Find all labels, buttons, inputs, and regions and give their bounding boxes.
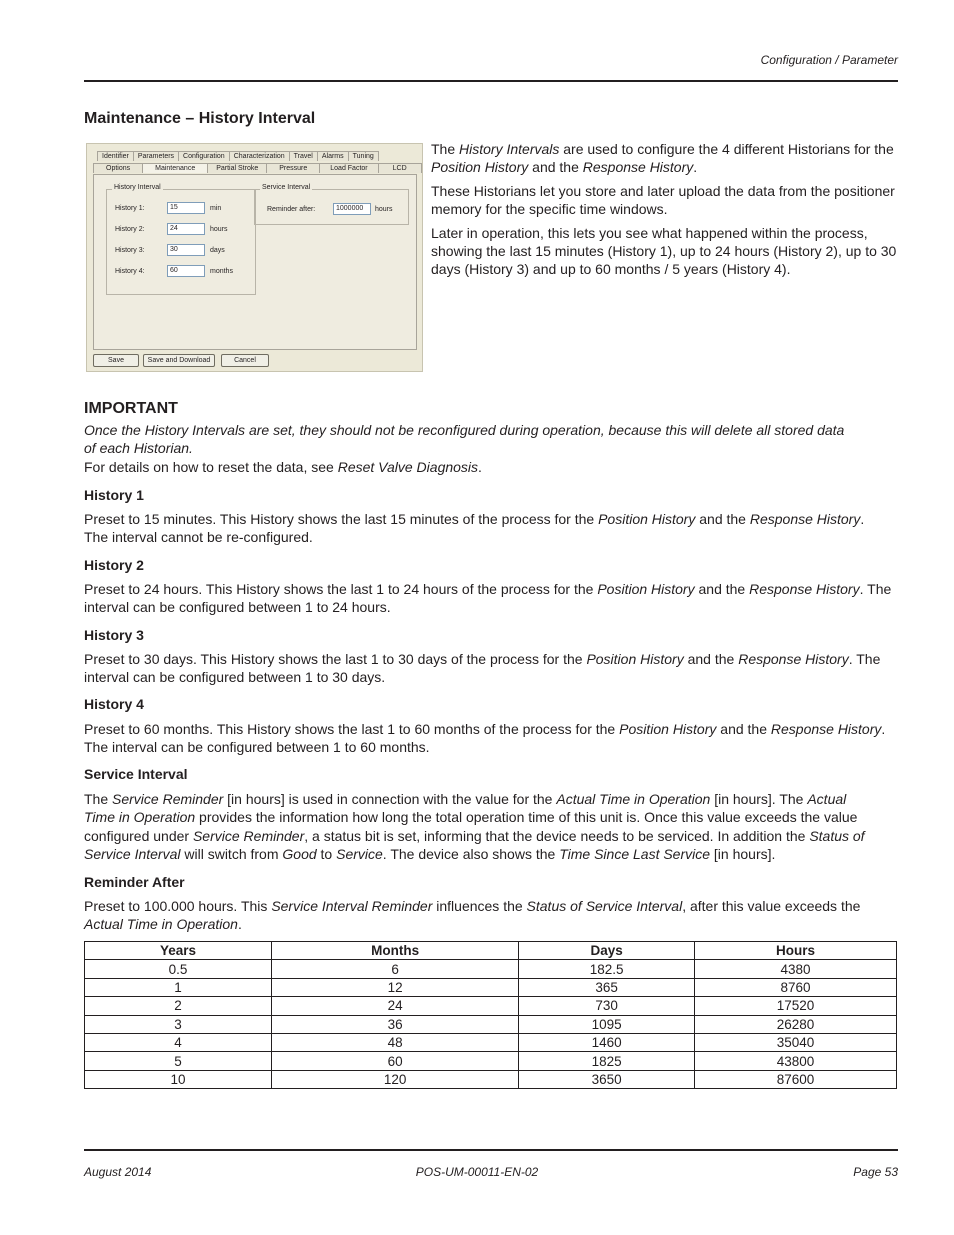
intro-paragraph-1: The History Intervals are used to configure the 4 different Historians for the Position History and the Response History. — [431, 141, 894, 176]
service-interval-text: The Service Reminder [in hours] is used in connection with the value for the Actual Time in Operation [in hours]. The Actual Time in Operation provides the information how long the total operation time of this unit is. Once this value exceeds the value configured under Service Reminder, a status bit is set, informing that the device needs to be serviced. In addition the Status of Service Interval will switch from Good to Service. The device also shows the Time Since Last Service [in hours]. — [84, 791, 865, 863]
section-title: Maintenance – History Interval — [84, 110, 316, 127]
tab-alarms[interactable]: Alarms — [317, 151, 349, 161]
history-1-label: History 1: — [115, 204, 145, 212]
history-2-row — [115, 223, 228, 235]
history-group-title: History Interval — [114, 184, 161, 191]
header-hours: Hours — [694, 942, 896, 960]
header-days: Days — [519, 942, 695, 960]
service-interval-heading: Service Interval — [84, 766, 188, 782]
reminder-unit: hours — [375, 205, 393, 213]
footer-date: August 2014 — [84, 1165, 152, 1179]
reminder-input[interactable]: 1000000 — [333, 203, 371, 215]
history-4-unit: months — [210, 267, 233, 275]
history-1-heading: History 1 — [84, 487, 144, 503]
history-2-label: History 2: — [115, 225, 145, 233]
history-1-text: Preset to 15 minutes. This History shows the last 15 minutes of the process for the Position History and the Response History. The interval cannot be re-configured. — [84, 511, 865, 546]
intro-text — [431, 140, 901, 284]
table-row: 4 48 1460 35040 — [85, 1033, 897, 1051]
intro-paragraph-2: These Historians let you store and later upload the data from the positioner memory for the specific time windows. — [431, 182, 895, 218]
service-group-title: Service Interval — [262, 184, 311, 191]
tab-pressure[interactable]: Pressure — [266, 163, 320, 173]
history-3-text: Preset to 30 days. This History shows the last 1 to 30 days of the process for the Position History and the Response History. The interval can be configured between 1 to 30 days. — [84, 651, 881, 686]
history-3-row — [115, 244, 225, 256]
tab-lcd[interactable]: LCD — [378, 163, 422, 173]
reminder-after-text: Preset to 100.000 hours. This Service Interval Reminder influences the Status of Service Interval, after this value exceeds the Actual Time in Operation. — [84, 898, 861, 933]
tab-travel[interactable]: Travel — [289, 151, 318, 161]
history-interval-group — [106, 184, 256, 295]
tab-row-2 — [93, 163, 421, 173]
important-title: IMPORTANT — [84, 400, 178, 417]
important-line-2: of each Historian. — [84, 440, 193, 457]
tab-tuning[interactable]: Tuning — [348, 151, 379, 161]
footer-document-number: POS-UM-00011-EN-02 — [415, 1165, 539, 1179]
tab-partial-stroke[interactable]: Partial Stroke — [207, 163, 267, 173]
tab-identifier[interactable]: Identifier — [97, 151, 134, 161]
table-row: 2 24 730 17520 — [85, 997, 897, 1015]
history-3-unit: days — [210, 246, 225, 254]
history-3-input[interactable]: 30 — [167, 244, 205, 256]
history-4-input[interactable]: 60 — [167, 265, 205, 277]
table-row: 1 12 365 8760 — [85, 978, 897, 996]
header-months: Months — [272, 942, 519, 960]
tab-panel — [93, 174, 417, 350]
header-years: Years — [85, 942, 272, 960]
reminder-row — [267, 203, 393, 215]
footer-rule — [84, 1149, 898, 1151]
history-3-heading: History 3 — [84, 627, 144, 643]
tab-load-factor[interactable]: Load Factor — [319, 163, 378, 173]
intro-paragraph-3: Later in operation, this lets you see what happened within the process, showing the last 15 minutes (History 1), up to 24 hours (History 2), up to 30 days (History 3) and up to 60 months / 5 years (History 4). — [431, 224, 897, 278]
service-interval-group — [254, 184, 409, 225]
tab-characterization[interactable]: Characterization — [229, 151, 290, 161]
important-line-1: Once the History Intervals are set, they should not be reconfigured during operation, because this will delete all stored data — [84, 422, 845, 438]
history-4-row — [115, 265, 233, 277]
history-4-heading: History 4 — [84, 696, 144, 712]
table-header-row — [85, 942, 897, 960]
reminder-label: Reminder after: — [267, 205, 316, 213]
reminder-after-heading: Reminder After — [84, 874, 185, 890]
history-3-label: History 3: — [115, 246, 145, 254]
tab-options[interactable]: Options — [93, 163, 143, 173]
save-button[interactable]: Save — [93, 354, 139, 367]
important-note — [84, 421, 900, 476]
history-1-row — [115, 202, 221, 214]
history-4-text: Preset to 60 months. This History shows the last 1 to 60 months of the process for the Position History and the Response History. The interval can be configured between 1 to 60 months. — [84, 721, 886, 756]
tab-maintenance[interactable]: Maintenance — [142, 163, 208, 173]
footer-page-number: Page 53 — [853, 1165, 898, 1179]
history-2-input[interactable]: 24 — [167, 223, 205, 235]
header-rule — [84, 80, 898, 82]
history-1-input[interactable]: 15 — [167, 202, 205, 214]
table-row: 5 60 1825 43800 — [85, 1052, 897, 1070]
important-details: For details on how to reset the data, see Reset Valve Diagnosis. — [84, 458, 482, 475]
history-4-label: History 4: — [115, 267, 145, 275]
table-row: 0.5 6 182.5 4380 — [85, 960, 897, 978]
history-2-unit: hours — [210, 225, 228, 233]
maintenance-dialog — [86, 143, 423, 372]
tab-row-1 — [97, 151, 378, 161]
history-1-unit: min — [210, 204, 222, 212]
save-and-download-button[interactable]: Save and Download — [143, 354, 215, 367]
table-row: 10 120 3650 87600 — [85, 1070, 897, 1088]
reset-valve-diagnosis-link[interactable]: Reset Valve Diagnosis — [337, 458, 479, 475]
tab-parameters[interactable]: Parameters — [133, 151, 179, 161]
history-2-text: Preset to 24 hours. This History shows the last 1 to 24 hours of the process for the Position History and the Response History. The interval can be configured between 1 to 24 hours. — [84, 581, 892, 616]
header-section: Configuration / Parameter — [760, 53, 898, 67]
table-row: 3 36 1095 26280 — [85, 1015, 897, 1033]
tab-configuration[interactable]: Configuration — [178, 151, 230, 161]
cancel-button[interactable]: Cancel — [221, 354, 269, 367]
conversion-table — [84, 941, 897, 1089]
history-2-heading: History 2 — [84, 557, 144, 573]
